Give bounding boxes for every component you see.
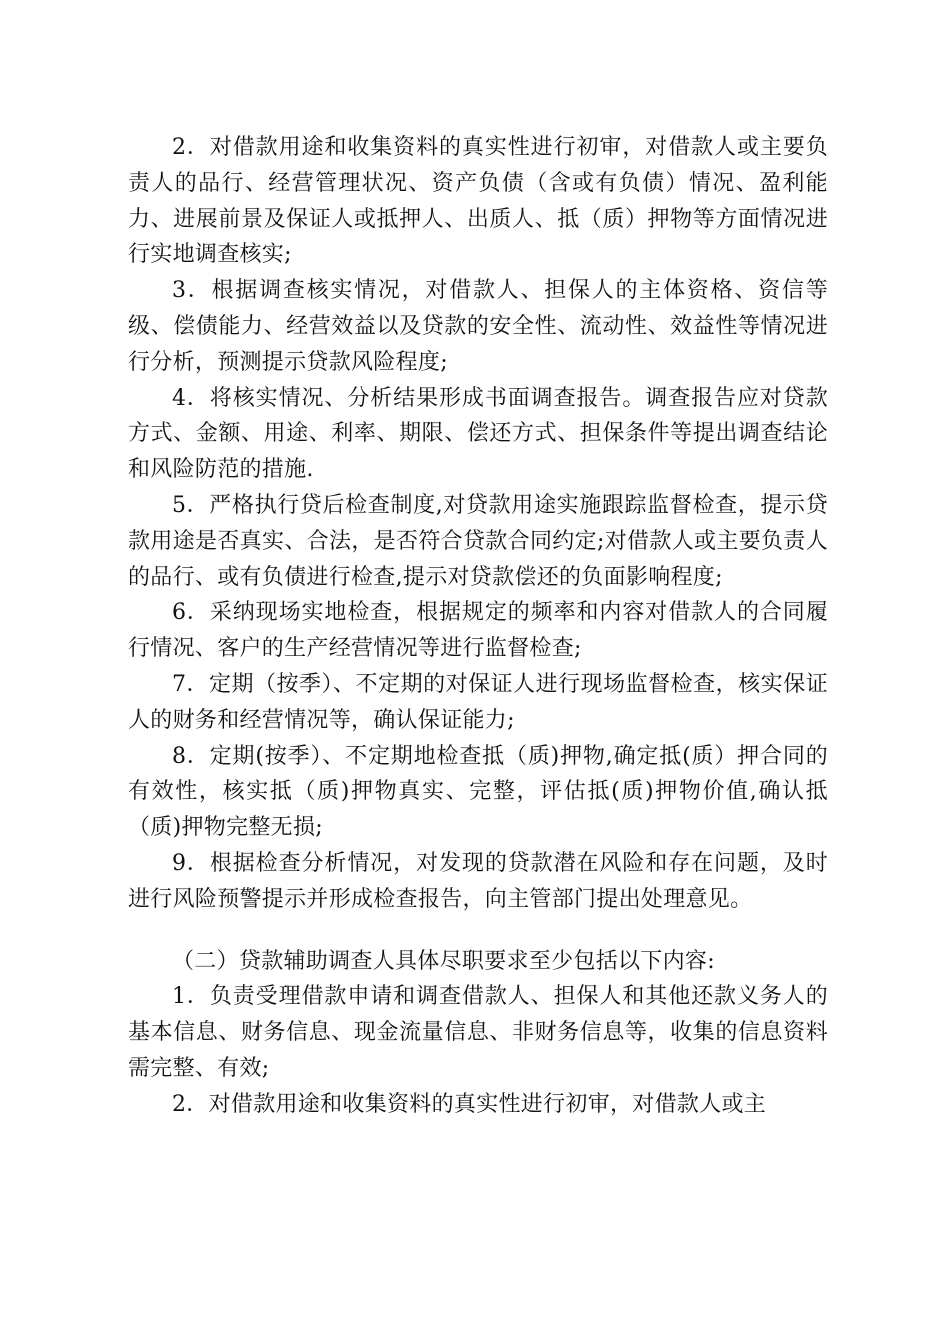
paragraph-item-6: 6．采纳现场实地检查，根据规定的频率和内容对借款人的合同履行情况、客户的生产经营情况等进行监督检查;: [128, 600, 828, 662]
paragraph-item-2: 2．对借款用途和收集资料的真实性进行初审，对借款人或主要负责人的品行、经营管理状况、资产负债（含或有负债）情况、盈利能力、进展前景及保证人或抵押人、出质人、抵（质）押物等方面情况进行实地调查核实;: [128, 135, 828, 268]
paragraph-item-5: 5．严格执行贷后检查制度,对贷款用途实施跟踪监督检查，提示贷款用途是否真实、合法，是否符合贷款合同约定;对借款人或主要负责人的品行、或有负债进行检查,提示对贷款偿还的负面影响程度;: [128, 492, 828, 590]
paragraph-item-4: 4．将核实情况、分析结果形成书面调查报告。调查报告应对贷款方式、金额、用途、利率、期限、偿还方式、担保条件等提出调查结论和风险防范的措施.: [128, 385, 828, 483]
assistant-duty-item-2: 2．对借款用途和收集资料的真实性进行初审，对借款人或主: [172, 1091, 767, 1117]
section-heading: （二）贷款辅助调查人具体尽职要求至少包括以下内容:: [172, 948, 715, 974]
assistant-duty-item-1: 1．负责受理借款申请和调查借款人、担保人和其他还款义务人的基本信息、财务信息、现金流量信息、非财务信息等，收集的信息资料需完整、有效;: [128, 984, 828, 1081]
paragraph-item-9: 9．根据检查分析情况，对发现的贷款潜在风险和存在问题，及时进行风险预警提示并形成检查报告，向主管部门提出处理意见。: [128, 850, 828, 912]
paragraph-item-3: 3．根据调查核实情况，对借款人、担保人的主体资格、资信等级、偿债能力、经营效益以及贷款的安全性、流动性、效益性等情况进行分析，预测提示贷款风险程度;: [128, 278, 828, 375]
paragraph-item-8: 8．定期(按季）、不定期地检查抵（质)押物,确定抵(质）押合同的有效性，核实抵（质)押物真实、完整，评估抵(质)押物价值,确认抵（质)押物完整无损;: [128, 743, 828, 841]
document-body: [128, 130, 828, 1123]
paragraph-item-7: 7．定期（按季）、不定期的对保证人进行现场监督检查，核实保证人的财务和经营情况等，确认保证能力;: [128, 671, 828, 733]
section-spacer: [128, 918, 828, 944]
